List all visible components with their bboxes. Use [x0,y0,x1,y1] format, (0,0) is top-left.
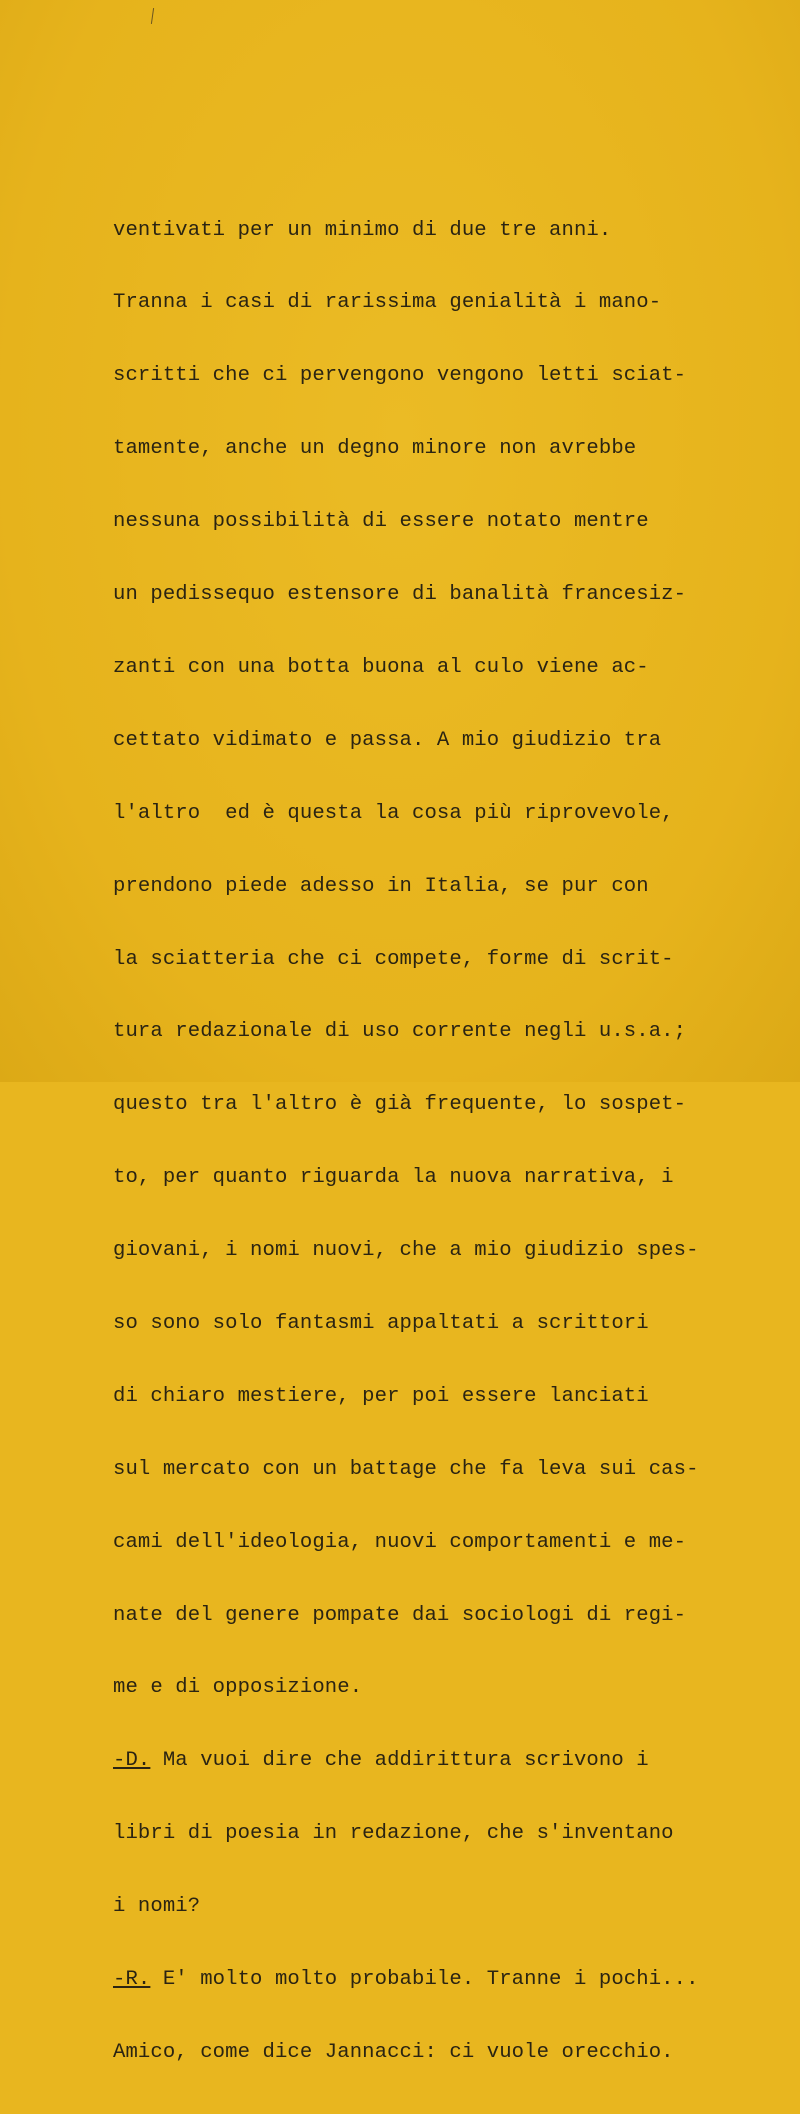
question-label: -D. [113,1749,151,1773]
text-line: cami dell'ideologia, nuovi comportamenti e me- [113,1530,687,1554]
text-line: giovani, i nomi nuovi, che a mio giudizio spes- [113,1239,699,1263]
text-line: un pedissequo estensore di banalità francesiz- [113,583,687,607]
text-line: Tranna i casi di rarissima genialità i mano- [113,291,662,315]
text-line: zanti con una botta buona al culo viene ac- [113,655,649,679]
answer-label: -R. [113,1967,151,1991]
answer-line [113,1968,699,1992]
text-line: tura redazionale di uso corrente negli u.s.a.; [113,1020,687,1044]
text-line: to, per quanto riguarda la nuova narrativa, i [113,1166,674,1190]
question-line: i nomi? [113,1895,201,1919]
text-line: questo tra l'altro è già frequente, lo sospet- [113,1093,687,1117]
text-line: sul mercato con un battage che fa leva sui cas- [113,1457,699,1481]
text-line: tamente, anche un degno minore non avrebbe [113,437,637,461]
text-line: ventivati per un minimo di due tre anni. [113,218,612,242]
question-line [113,1749,699,1773]
text-line: scritti che ci pervengono vengono letti sciat- [113,364,687,388]
question-line: libri di poesia in redazione, che s'inventano [113,1822,674,1846]
text-line: me e di opposizione. [113,1676,363,1700]
answer-line: Amico, come dice Jannacci: ci vuole orecchio. [113,2040,674,2064]
text-line: so sono solo fantasmi appaltati a scrittori [113,1311,649,1335]
text-line: nessuna possibilità di essere notato mentre [113,510,649,534]
text-line: l'altro ed è questa la cosa più riprovevole, [113,801,674,825]
answer-text: E' molto molto probabile. Tranne i pochi... [150,1967,699,1991]
pencil-mark [151,8,154,24]
text-line: cettato vidimato e passa. A mio giudizio tra [113,728,662,752]
text-line: di chiaro mestiere, per poi essere lanciati [113,1384,649,1408]
body-text [113,170,699,2114]
question-text: Ma vuoi dire che addirittura scrivono i [150,1749,649,1773]
text-line: prendono piede adesso in Italia, se pur con [113,874,649,898]
text-line: la sciatteria che ci compete, forme di scrit- [113,947,674,971]
text-line: nate del genere pompate dai sociologi di regi- [113,1603,687,1627]
